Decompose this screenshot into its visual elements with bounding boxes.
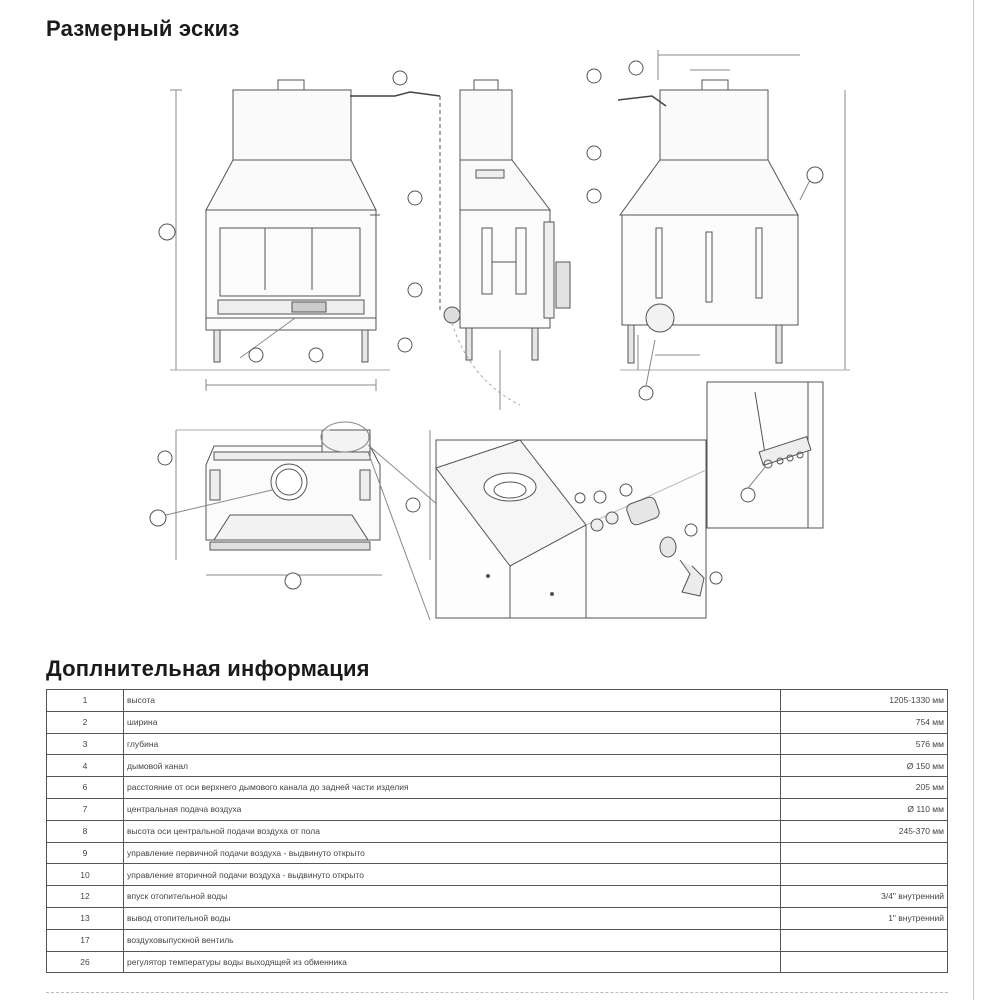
row-number: 1	[47, 690, 124, 712]
table-row	[47, 777, 948, 799]
row-number: 26	[47, 951, 124, 973]
row-value: 205 мм	[781, 777, 948, 799]
table-row	[47, 842, 948, 864]
row-description: высота	[124, 690, 781, 712]
row-value	[781, 864, 948, 886]
row-number: 6	[47, 777, 124, 799]
row-description: впуск отопительной воды	[124, 886, 781, 908]
page-bottom-strip	[46, 992, 948, 999]
detail-b-connections	[436, 440, 722, 618]
row-value: Ø 150 мм	[781, 755, 948, 777]
table-row	[47, 798, 948, 820]
front-view	[159, 80, 390, 391]
table-row	[47, 711, 948, 733]
detail-a-valve	[707, 382, 823, 528]
row-number: 4	[47, 755, 124, 777]
row-value: Ø 110 мм	[781, 798, 948, 820]
table-row	[47, 733, 948, 755]
side-view	[350, 71, 570, 410]
row-number: 7	[47, 798, 124, 820]
row-description: центральная подача воздуха	[124, 798, 781, 820]
row-number: 9	[47, 842, 124, 864]
table-row	[47, 864, 948, 886]
row-description: ширина	[124, 711, 781, 733]
row-description: высота оси центральной подачи воздуха от пола	[124, 820, 781, 842]
row-number: 8	[47, 820, 124, 842]
top-view	[150, 422, 438, 620]
row-value: 576 мм	[781, 733, 948, 755]
row-value: 1205-1330 мм	[781, 690, 948, 712]
row-value	[781, 842, 948, 864]
row-value: 754 мм	[781, 711, 948, 733]
row-description: расстояние от оси верхнего дымового канала до задней части изделия	[124, 777, 781, 799]
table-row	[47, 886, 948, 908]
info-table-body	[47, 690, 948, 973]
sketch-section-title: Размерный эскиз	[46, 16, 240, 41]
info-table	[46, 689, 948, 973]
row-number: 17	[47, 929, 124, 951]
row-number: 2	[47, 711, 124, 733]
row-number: 13	[47, 907, 124, 929]
table-row	[47, 907, 948, 929]
row-description: дымовой канал	[124, 755, 781, 777]
table-row	[47, 820, 948, 842]
row-description: управление вторичной подачи воздуха - выдвинуто открыто	[124, 864, 781, 886]
row-description: воздуховыпускной вентиль	[124, 929, 781, 951]
row-value: 245-370 мм	[781, 820, 948, 842]
row-description: вывод отопительной воды	[124, 907, 781, 929]
row-value: 1" внутренний	[781, 907, 948, 929]
row-value	[781, 951, 948, 973]
table-row	[47, 951, 948, 973]
row-number: 10	[47, 864, 124, 886]
table-row	[47, 929, 948, 951]
row-number: 12	[47, 886, 124, 908]
table-row	[47, 690, 948, 712]
back-view	[587, 50, 850, 400]
row-description: глубина	[124, 733, 781, 755]
row-value	[781, 929, 948, 951]
info-section-title: Доплнительная информация	[46, 656, 370, 681]
row-number: 3	[47, 733, 124, 755]
row-description: управление первичной подачи воздуха - выдвинуто открыто	[124, 842, 781, 864]
row-value: 3/4" внутренний	[781, 886, 948, 908]
table-row	[47, 755, 948, 777]
row-description: регулятор температуры воды выходящей из обменника	[124, 951, 781, 973]
